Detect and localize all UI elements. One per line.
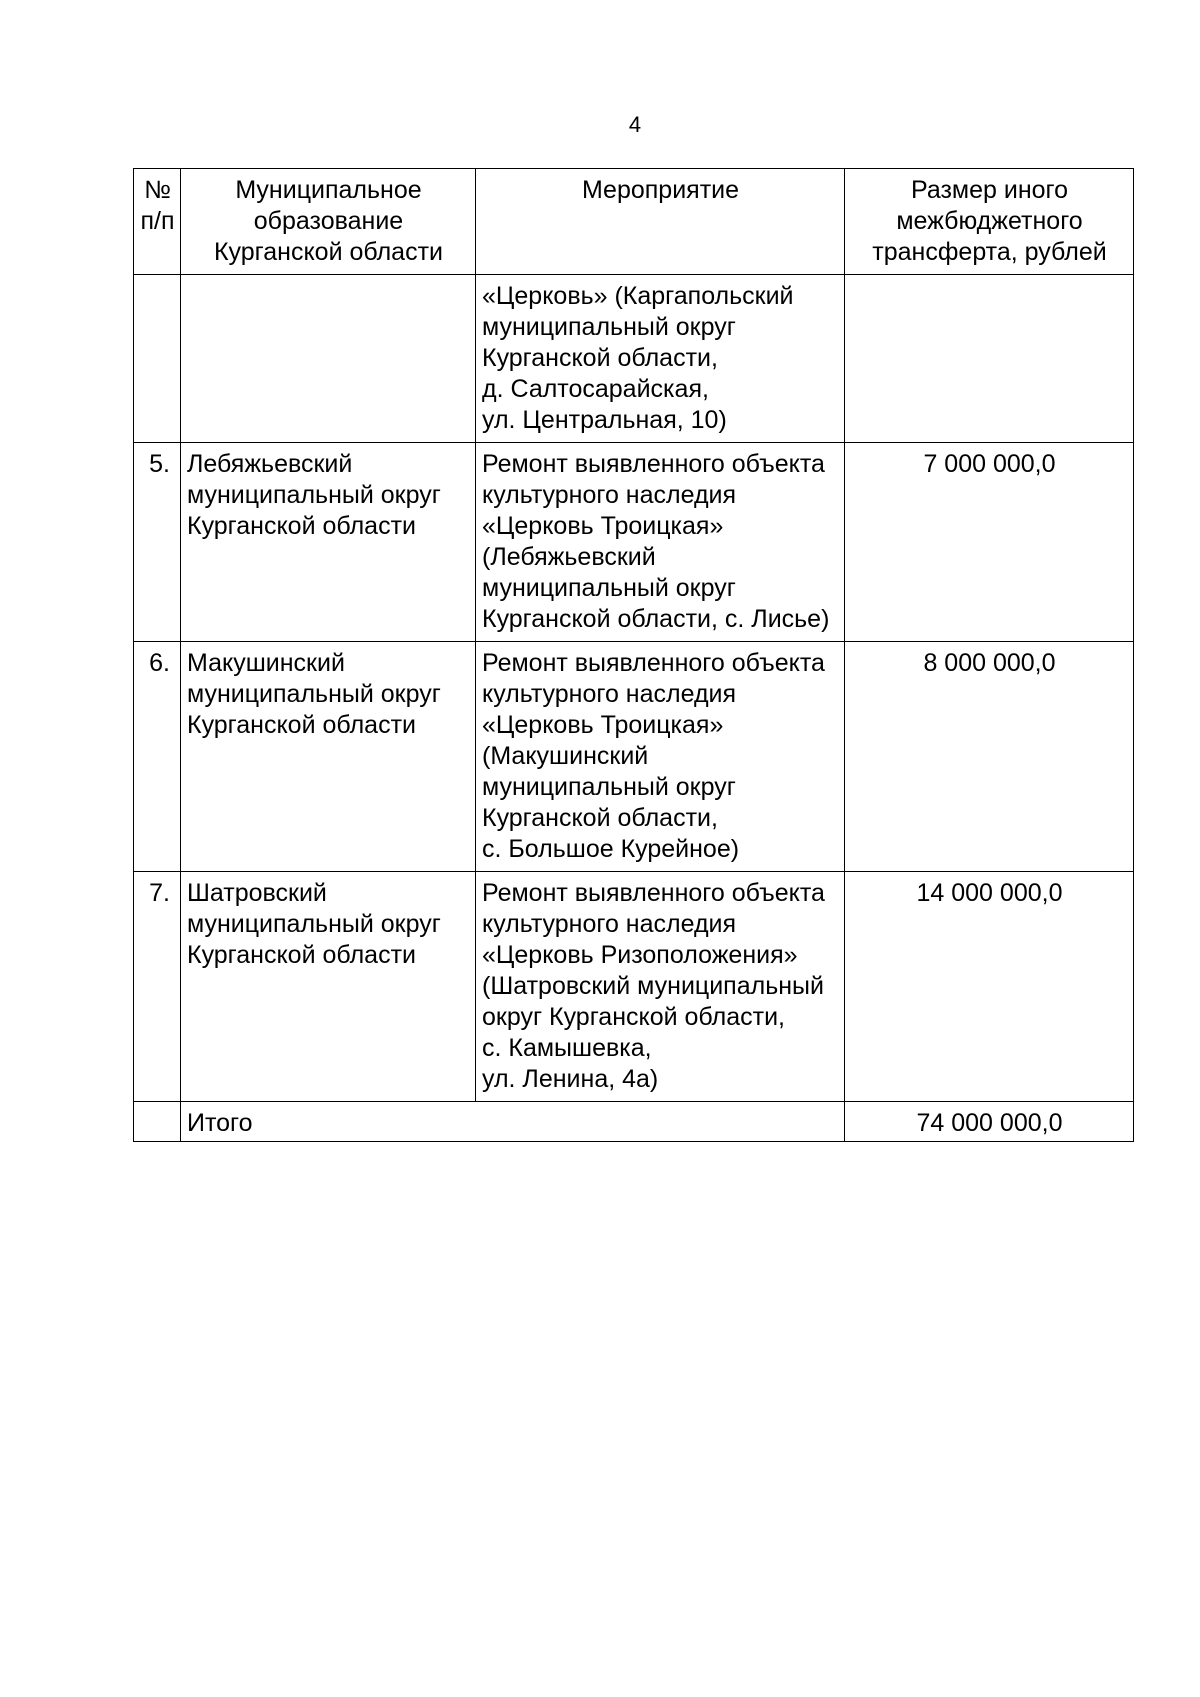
header-amount: Размер иного межбюджетного трансферта, рублей <box>845 169 1134 275</box>
row-number: 7. <box>134 872 181 1102</box>
row-event: Ремонт выявленного объекта культурного наследия «Церковь Троицкая» (Лебяжьевский муниципальный округ Курганской области, с. Лисье) <box>476 443 845 642</box>
row-event: Ремонт выявленного объекта культурного наследия «Церковь Троицкая» (Макушинский муниципальный округ Курганской области, с. Большое Курейное) <box>476 642 845 872</box>
transfer-table <box>133 168 1134 1142</box>
row-event: «Церковь» (Каргапольский муниципальный округ Курганской области, д. Салтосарайская, ул. Центральная, 10) <box>476 275 845 443</box>
table-row <box>134 443 1134 642</box>
page-number: 4 <box>628 112 642 137</box>
row-municipality <box>181 275 476 443</box>
total-row <box>134 1102 1134 1142</box>
table-row <box>134 275 1134 443</box>
table-row <box>134 642 1134 872</box>
header-event: Мероприятие <box>476 169 845 275</box>
row-number <box>134 275 181 443</box>
row-amount: 8 000 000,0 <box>845 642 1134 872</box>
table-header-row <box>134 169 1134 275</box>
total-amount: 74 000 000,0 <box>845 1102 1134 1142</box>
row-amount: 7 000 000,0 <box>845 443 1134 642</box>
total-label: Итого <box>181 1102 845 1142</box>
row-municipality: Макушинский муниципальный округ Курганской области <box>181 642 476 872</box>
total-number-cell <box>134 1102 181 1142</box>
row-municipality: Шатровский муниципальный округ Курганской области <box>181 872 476 1102</box>
row-event: Ремонт выявленного объекта культурного наследия «Церковь Ризоположения» (Шатровский муниципальный округ Курганской области, с. Камышевка, ул. Ленина, 4а) <box>476 872 845 1102</box>
row-amount <box>845 275 1134 443</box>
row-amount: 14 000 000,0 <box>845 872 1134 1102</box>
header-number: № п/п <box>134 169 181 275</box>
table-row <box>134 872 1134 1102</box>
row-municipality: Лебяжьевский муниципальный округ Курганской области <box>181 443 476 642</box>
header-municipality: Муниципальное образование Курганской области <box>181 169 476 275</box>
row-number: 6. <box>134 642 181 872</box>
row-number: 5. <box>134 443 181 642</box>
